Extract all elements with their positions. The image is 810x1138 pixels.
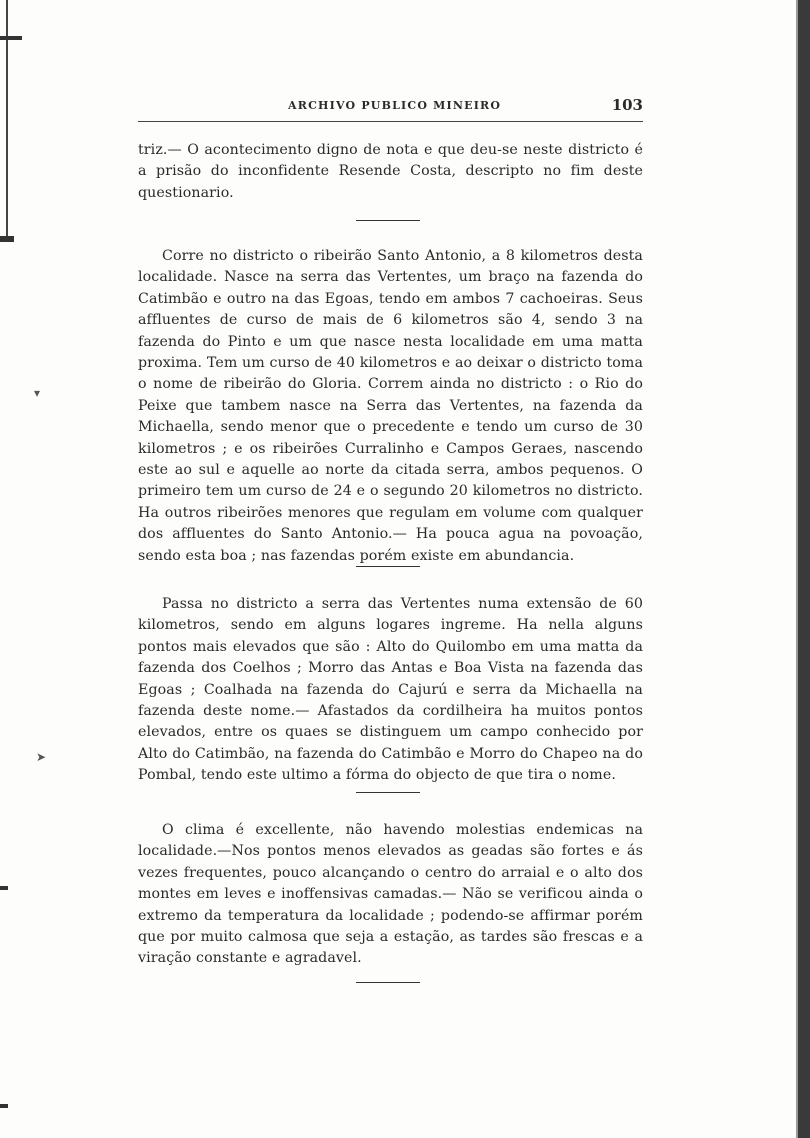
margin-mark <box>0 886 8 890</box>
margin-speck: ▾ <box>34 386 41 400</box>
margin-speck: ➤ <box>36 750 47 764</box>
paragraph-intro: triz.— O acontecimento digno de nota e que deu-se neste districto é a prisão do inconfidente Resende Costa, descripto no fim deste questionario. <box>138 142 643 201</box>
binding-hook <box>0 36 22 40</box>
paragraph-mountains: Passa no districto a serra das Vertentes numa extensão de 60 kilometros, sendo em alguns logares ingreme. Ha nella alguns pontos mais elevados que são : Alto do Quilombo em uma matta da fazenda dos Coelhos ; Morro das Antas e Boa Vista na fazenda das Egoas ; Coalhada na fazenda do Cajurú e serra da Michaella na fazenda deste nome.— Afastados da cordilheira ha muitos pontos elevados, entre os quaes se distinguem um campo conhecido por Alto do Catimbão, na fazenda do Catimbão e Morro do Chapeo na do Pombal, tendo este ultimo a fórma do objecto de que tira o nome. <box>138 596 643 784</box>
paragraph-climate: O clima é excellente, não havendo molestias endemicas na localidade.—Nos pontos menos elevados as geadas são fortes e ás vezes frequentes, pouco alcançando o centro do arraial e o alto dos montes em leves e inoffensivas camadas.— Não se verificou ainda o extremo da temperatura da localidade ; podendo-se affirmar porém que por muito calmosa que seja a estação, as tardes são frescas e a viração constante e agradavel. <box>138 822 643 967</box>
header-rule <box>138 121 643 122</box>
running-title: ARCHIVO PUBLICO MINEIRO <box>288 99 502 112</box>
binding-hook-lower <box>0 236 14 242</box>
paragraph-rivers: Corre no districto o ribeirão Santo Antonio, a 8 kilometros desta localidade. Nasce na serra das Vertentes, um braço na fazenda do Catimbão e outro na das Egoas, tendo em ambos 7 cachoeiras. Seus affluentes de curso de mais de 6 kilometros são 4, sendo 3 na fazenda do Pinto e um que nasce nesta localidade em uma matta proxima. Tem um curso de 40 kilometros e ao deixar o districto toma o nome de ribeirão do Gloria. Correm ainda no districto : o Rio do Peixe que tambem nasce na Serra das Vertentes, na fazenda da Michaella, sendo menor que o precedente e tendo um curso de 30 kilometros ; e os ribeirões Curralinho e Campos Geraes, nascendo este ao sul e aquelle ao norte da citada serra, ambos pequenos. O primeiro tem um curso de 24 e o segundo 20 kilometros no districto. Ha outros ribeirões menores que regulam em volume com qualquer dos affluentes do Santo Antonio.— Ha pouca agua na povoação, sendo esta boa ; nas fazendas porém existe em abundancia. <box>138 248 643 564</box>
page-header <box>138 96 643 118</box>
margin-mark <box>0 1104 8 1108</box>
page-number: 103 <box>611 96 643 114</box>
page-edge <box>798 0 810 1138</box>
section-divider <box>356 566 420 567</box>
section-divider <box>356 792 420 793</box>
section-divider <box>356 220 420 221</box>
section-divider <box>356 982 420 983</box>
